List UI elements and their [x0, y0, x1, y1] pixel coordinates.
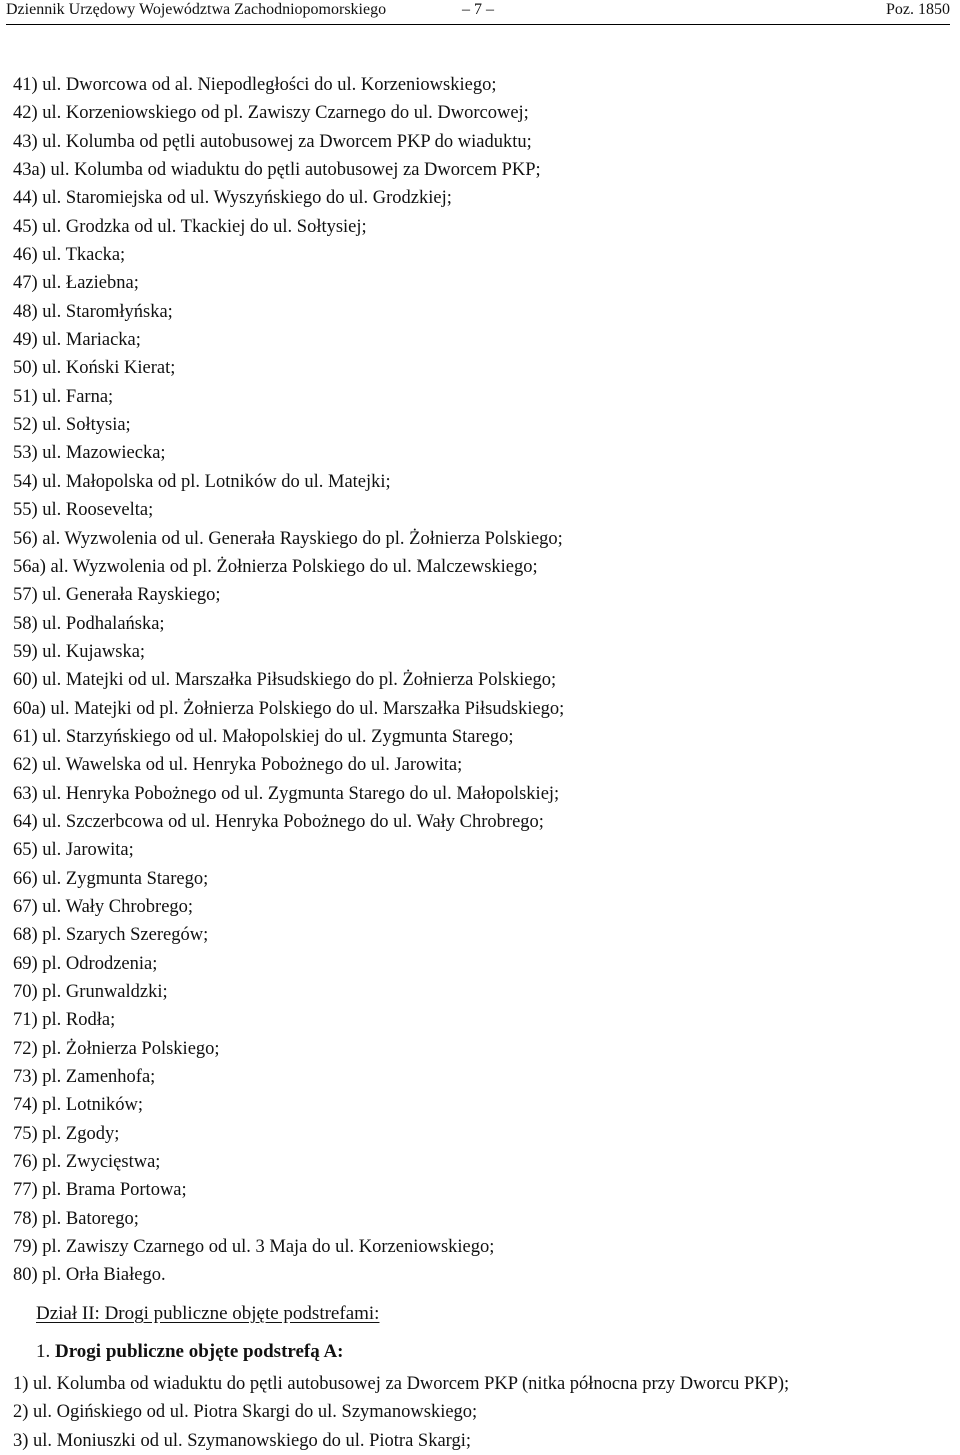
list-item: 53) ul. Mazowiecka; [13, 443, 166, 464]
list-item: 79) pl. Zawiszy Czarnego od ul. 3 Maja do ul. Korzeniowskiego; [13, 1237, 495, 1258]
list-item: 42) ul. Korzeniowskiego od pl. Zawiszy Czarnego do ul. Dworcowej; [13, 103, 529, 124]
list-item: 78) pl. Batorego; [13, 1208, 139, 1229]
list-item: 67) ul. Wały Chrobrego; [13, 896, 194, 917]
list-item: 41) ul. Dworcowa od al. Niepodległości do ul. Korzeniowskiego; [13, 75, 497, 95]
list-item: 65) ul. Jarowita; [13, 840, 134, 861]
list-item: 75) pl. Zgody; [13, 1123, 120, 1144]
list-item: 2) ul. Ogińskiego od ul. Piotra Skargi do ul. Szymanowskiego; [13, 1402, 478, 1423]
list-item: 54) ul. Małopolska od pl. Lotników do ul. Matejki; [13, 471, 391, 492]
list-item: 68) pl. Szarych Szeregów; [13, 925, 209, 946]
list-item: 57) ul. Generała Rayskiego; [13, 585, 221, 606]
list-item: 64) ul. Szczerbcowa od ul. Henryka Pobożnego do ul. Wały Chrobrego; [13, 811, 544, 832]
list-item: 3) ul. Moniuszki od ul. Szymanowskiego do ul. Piotra Skargi; [13, 1430, 472, 1451]
page-header [6, 0, 950, 25]
section-title: Dział II: Drogi publiczne objęte podstrefami: [36, 1303, 380, 1324]
list-item: 51) ul. Farna; [13, 386, 114, 407]
list-item: 62) ul. Wawelska od ul. Henryka Pobożnego do ul. Jarowita; [13, 755, 463, 776]
list-item: 60) ul. Matejki od ul. Marszałka Piłsudskiego do pl. Żołnierza Polskiego; [13, 670, 557, 691]
list-item: 73) pl. Zamenhofa; [13, 1067, 156, 1088]
subsection-title: Drogi publiczne objęte podstrefą A: [55, 1341, 344, 1362]
subsection-heading [36, 1338, 344, 1366]
list-item: 58) ul. Podhalańska; [13, 613, 165, 634]
list-item: 70) pl. Grunwaldzki; [13, 982, 168, 1002]
list-item: 66) ul. Zygmunta Starego; [13, 868, 209, 889]
list-item: 52) ul. Sołtysia; [13, 415, 131, 436]
list-item: 49) ul. Mariacka; [13, 330, 141, 351]
street-list [13, 71, 564, 1290]
list-item: 44) ul. Staromiejska od ul. Wyszyńskiego do ul. Grodzkiej; [13, 188, 452, 209]
list-item: 46) ul. Tkacka; [13, 245, 126, 266]
list-item: 43a) ul. Kolumba od wiaduktu do pętli autobusowej za Dworcem PKP; [13, 160, 541, 181]
page-number: – 7 – [462, 1, 494, 18]
list-item: 80) pl. Orła Białego. [13, 1265, 166, 1286]
list-item: 74) pl. Lotników; [13, 1095, 144, 1116]
list-item: 72) pl. Żołnierza Polskiego; [13, 1038, 220, 1059]
list-item: 50) ul. Koński Kierat; [13, 358, 176, 379]
section-street-list [13, 1370, 789, 1455]
list-item: 76) pl. Zwycięstwa; [13, 1152, 161, 1173]
list-item: 69) pl. Odrodzenia; [13, 953, 158, 974]
list-item: 45) ul. Grodzka od ul. Tkackiej do ul. Sołtysiej; [13, 216, 367, 237]
list-item: 47) ul. Łaziebna; [13, 273, 139, 294]
list-item: 48) ul. Staromłyńska; [13, 301, 173, 322]
subsection-number: 1. [36, 1341, 51, 1362]
list-item: 77) pl. Brama Portowa; [13, 1180, 187, 1201]
list-item: 59) ul. Kujawska; [13, 641, 146, 662]
list-item: 56a) al. Wyzwolenia od pl. Żołnierza Polskiego do ul. Malczewskiego; [13, 556, 538, 577]
list-item: 43) ul. Kolumba od pętli autobusowej za Dworcem PKP do wiaduktu; [13, 131, 532, 152]
journal-title: Dziennik Urzędowy Województwa Zachodniopomorskiego [6, 1, 387, 18]
list-item: 55) ul. Roosevelta; [13, 500, 154, 521]
list-item: 56) al. Wyzwolenia od ul. Generała Rayskiego do pl. Żołnierza Polskiego; [13, 528, 563, 549]
position-number: Poz. 1850 [886, 1, 950, 18]
list-item: 60a) ul. Matejki od pl. Żołnierza Polskiego do ul. Marszałka Piłsudskiego; [13, 698, 565, 719]
list-item: 1) ul. Kolumba od wiaduktu do pętli autobusowej za Dworcem PKP (nitka północna przy Dworcu PKP); [13, 1374, 790, 1394]
list-item: 63) ul. Henryka Pobożnego od ul. Zygmunta Starego do ul. Małopolskiej; [13, 783, 560, 804]
list-item: 61) ul. Starzyńskiego od ul. Małopolskiej do ul. Zygmunta Starego; [13, 726, 514, 747]
list-item: 71) pl. Rodła; [13, 1010, 116, 1031]
